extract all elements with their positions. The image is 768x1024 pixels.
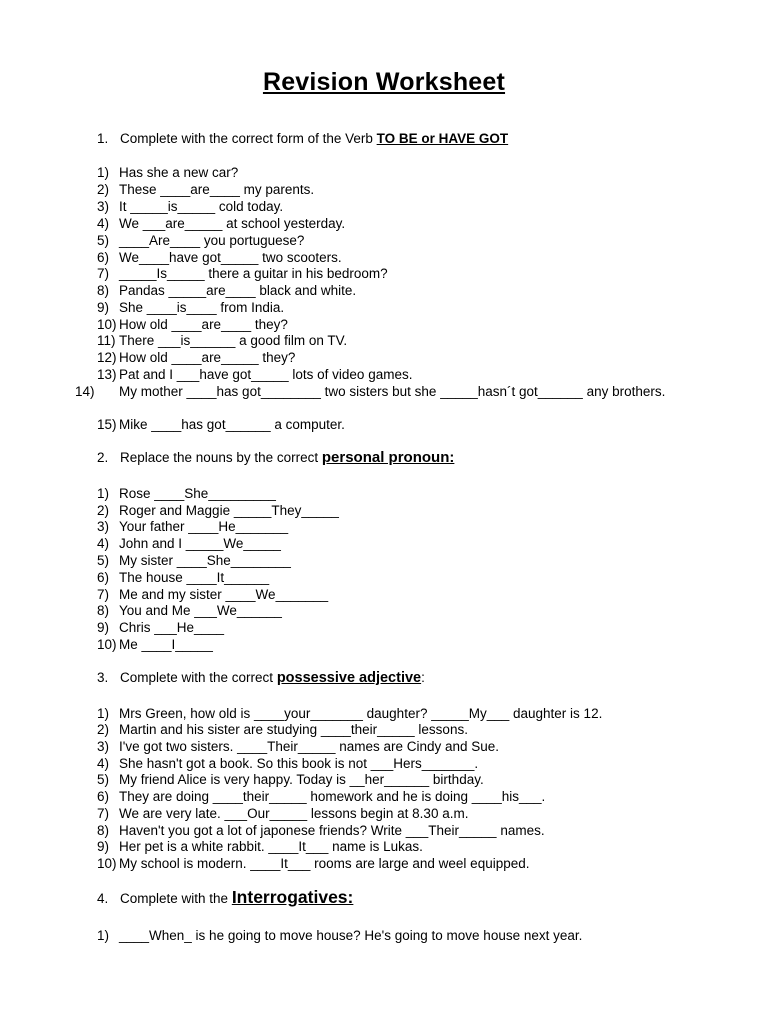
list-item: 7) We are very late. ___Our_____ lessons begin at 8.30 a.m.	[97, 806, 469, 821]
list-item: 5) My friend Alice is very happy. Today is __her______ birthday.	[97, 772, 484, 787]
section-4-heading	[97, 889, 353, 907]
section-1-heading	[97, 130, 508, 147]
list-item: 6) The house ____It______	[97, 570, 270, 585]
list-item: 10) How old ____are____ they?	[97, 317, 288, 332]
list-item: 10) My school is modern. ____It___ rooms are large and weel equipped.	[97, 856, 530, 871]
section-2-heading	[97, 449, 454, 466]
list-item: 9) She ____is____ from India.	[97, 300, 285, 315]
list-item: 13) Pat and I ___have got_____ lots of video games.	[97, 367, 413, 382]
list-item: 4) We ___are_____ at school yesterday.	[97, 216, 346, 231]
list-item: 2) These ____are____ my parents.	[97, 182, 315, 197]
list-item: 4) John and I _____We_____	[97, 536, 281, 551]
section-number: 1.	[97, 131, 109, 146]
list-item: 1) ____When_ is he going to move house? He's going to move house next year.	[97, 928, 583, 943]
list-item: 1) Has she a new car?	[97, 165, 239, 180]
list-item: 4) She hasn't got a book. So this book is not ___Hers_______.	[97, 756, 479, 771]
list-item: 8) Pandas _____are____ black and white.	[97, 283, 357, 298]
list-item: 7) _____Is_____ there a guitar in his bedroom?	[97, 266, 388, 281]
list-item: 9) Chris ___He____	[97, 620, 225, 635]
section-instruction: Complete with the correct form of the Verb	[120, 131, 377, 146]
section-number: 2.	[97, 450, 109, 465]
section-highlight: possessive adjective	[276, 670, 422, 686]
section-highlight: Interrogatives:	[231, 887, 354, 907]
list-item: 9) Her pet is a white rabbit. ____It___ name is Lukas.	[97, 839, 423, 854]
list-item: 3) I've got two sisters. ____Their_____ names are Cindy and Sue.	[97, 739, 500, 754]
list-item: 14) My mother ____has got________ two sisters but she _____hasn´t got______ any brothers.	[75, 384, 666, 399]
list-item: 10) Me ____I_____	[97, 637, 213, 652]
list-item: 3) Your father ____He_______	[97, 519, 289, 534]
list-item: 3) It _____is_____ cold today.	[97, 199, 284, 214]
list-item: 2) Roger and Maggie _____They_____	[97, 503, 339, 518]
list-item: 5) ____Are____ you portuguese?	[97, 233, 305, 248]
section-number: 4.	[97, 891, 109, 906]
list-item: 8) Haven't you got a lot of japonese friends? Write ___Their_____ names.	[97, 823, 545, 838]
list-item: 6) We____have got_____ two scooters.	[97, 250, 342, 265]
list-item: 6) They are doing ____their_____ homework and he is doing ____his___.	[97, 789, 546, 804]
list-item: 15) Mike ____has got______ a computer.	[97, 417, 345, 432]
section-highlight: personal pronoun:	[321, 449, 455, 466]
section-highlight: TO BE or HAVE GOT	[376, 131, 509, 146]
list-item: 1) Rose ____She_________	[97, 486, 276, 501]
list-item: 12) How old ____are_____ they?	[97, 350, 296, 365]
list-item: 5) My sister ____She________	[97, 553, 291, 568]
list-item: 8) You and Me ___We______	[97, 603, 282, 618]
section-instruction: Complete with the	[120, 891, 232, 906]
list-item: 2) Martin and his sister are studying ____their_____ lessons.	[97, 722, 468, 737]
list-item: 1) Mrs Green, how old is ____your_______ daughter? _____My___ daughter is 12.	[97, 706, 603, 721]
list-item: 7) Me and my sister ____We_______	[97, 587, 329, 602]
section-number: 3.	[97, 670, 109, 685]
section-instruction: Complete with the correct	[120, 670, 277, 685]
section-3-heading: 3. Complete with the correct possessive adjective:	[97, 670, 425, 686]
page-title: Revision Worksheet	[262, 68, 506, 96]
list-item: 11) There ___is______ a good film on TV.	[97, 333, 348, 348]
section-instruction: Replace the nouns by the correct	[120, 450, 322, 465]
